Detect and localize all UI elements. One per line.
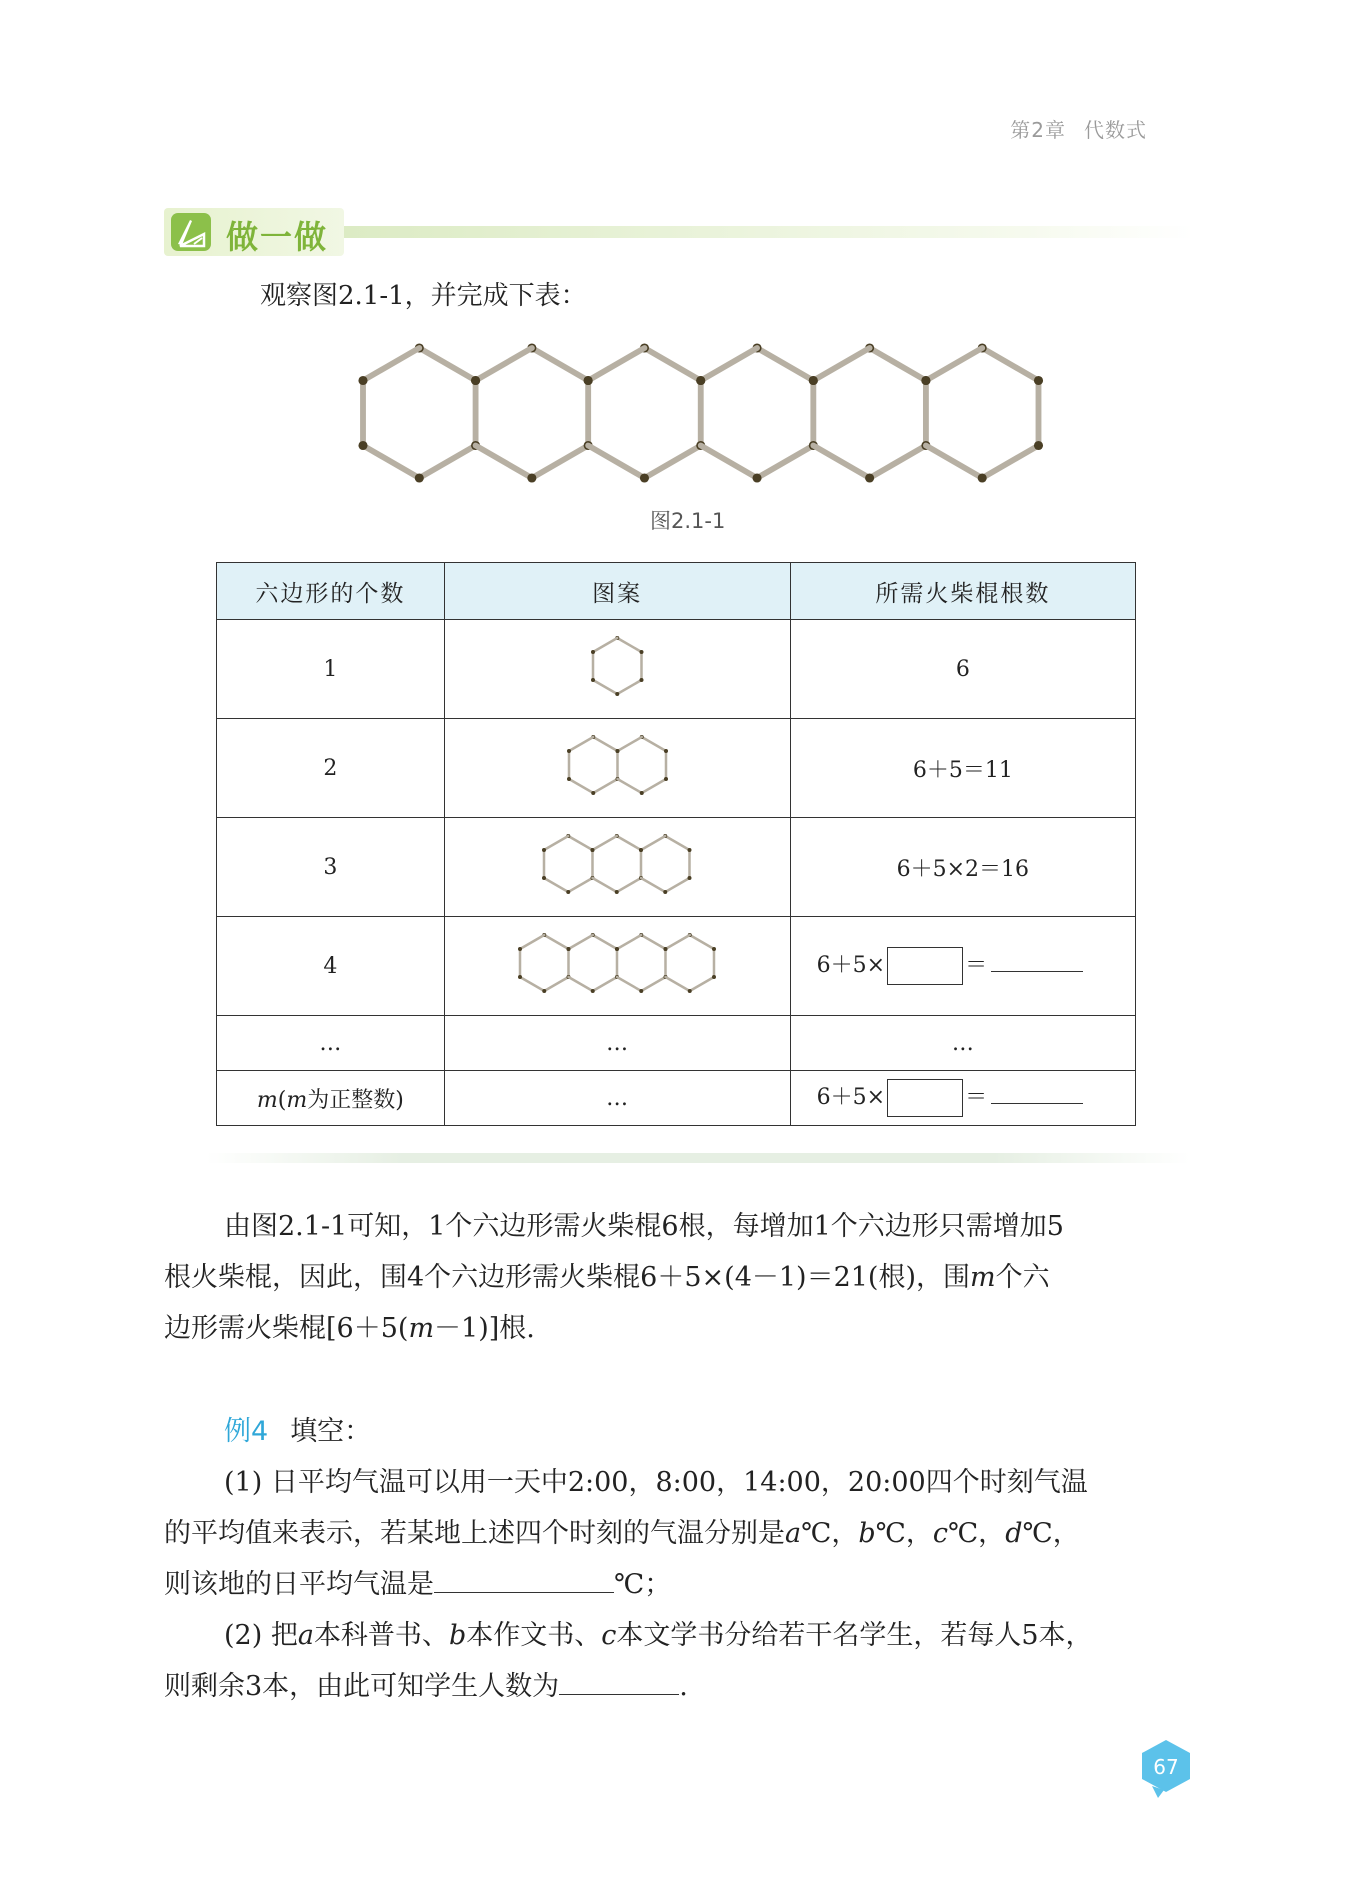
matchstick: [982, 446, 1038, 479]
matchstick: [666, 935, 690, 949]
matchstick: [617, 779, 641, 793]
cell-sticks-formula: [790, 917, 1135, 1016]
match-head: [358, 376, 367, 385]
text: ℃；: [614, 1569, 672, 1600]
text: 的平均值来表示，若某地上述四个时刻的气温分别是: [164, 1518, 785, 1549]
matchstick: [757, 348, 813, 381]
matchstick: [870, 446, 926, 479]
match-head: [865, 473, 874, 482]
section-bar: [164, 208, 1194, 256]
match-head: [527, 473, 536, 482]
para-line-3: [164, 1303, 1194, 1354]
matchstick: [617, 638, 641, 652]
matchstick: [544, 878, 568, 892]
cell-count: [217, 1071, 445, 1126]
matchstick: [813, 348, 869, 381]
var-d: d: [1005, 1518, 1023, 1549]
var-c: c: [601, 1620, 617, 1651]
match-head: [696, 376, 705, 385]
table-row: [217, 917, 1136, 1016]
match-head: [664, 947, 668, 951]
matchstick: [641, 977, 665, 991]
unit: ℃，: [947, 1518, 1006, 1549]
matchstick: [419, 348, 475, 381]
text: 本文学书分给若干名学生，若每人5本，: [616, 1620, 1093, 1651]
cell-count: 4: [217, 917, 445, 1016]
match-head: [591, 791, 595, 795]
formula-equals: ＝: [965, 953, 988, 978]
matchstick: [593, 836, 617, 850]
q1-line-2: [164, 1508, 1194, 1559]
var-b: b: [448, 1620, 467, 1651]
matchstick: [617, 737, 641, 751]
q1-line-1: (1) 日平均气温可以用一天中2:00，8:00，14:00，20:00四个时刻气温: [224, 1467, 1088, 1498]
matchstick: [982, 348, 1038, 381]
cell-pattern: [444, 719, 790, 818]
match-head: [615, 890, 619, 894]
cell-sticks-formula: [790, 1071, 1135, 1126]
match-head: [567, 749, 571, 753]
match-head: [688, 876, 692, 880]
example-heading: [164, 1406, 1194, 1457]
match-head: [712, 975, 716, 979]
matchstick: [476, 348, 532, 381]
cell-count: 2: [217, 719, 445, 818]
var-a: a: [785, 1518, 802, 1549]
match-head: [358, 441, 367, 450]
section-title: 做一做: [226, 218, 329, 256]
page-number-badge: [1138, 1738, 1194, 1800]
chapter-title: 代数式: [1084, 118, 1147, 142]
text: 则该地的日平均气温是: [164, 1569, 434, 1600]
running-header: [992, 114, 1147, 143]
pattern-hexagon-1: [585, 631, 649, 701]
matchstick: [617, 977, 641, 991]
matchstick: [701, 348, 757, 381]
matchstick: [701, 446, 757, 479]
matchstick: [617, 836, 641, 850]
match-head: [809, 376, 818, 385]
paren: (: [277, 1087, 287, 1113]
matchstick: [617, 878, 641, 892]
match-head: [615, 947, 619, 951]
table-row: [217, 1016, 1136, 1071]
cell-count: 3: [217, 818, 445, 917]
count-note: 为正整数): [307, 1087, 404, 1113]
var-b: b: [858, 1518, 876, 1549]
matchstick: [476, 446, 532, 479]
var-m: m: [408, 1313, 435, 1344]
cell-pattern: [444, 620, 790, 719]
cell-count: 1: [217, 620, 445, 719]
answer-box[interactable]: [887, 947, 963, 985]
answer-blank-2[interactable]: [559, 1666, 679, 1695]
example-4: [164, 1406, 1194, 1712]
example-label: 例4: [224, 1416, 269, 1447]
matchstick: [617, 935, 641, 949]
pattern-hexagon-4: [512, 928, 722, 998]
match-head: [640, 473, 649, 482]
text: (2) 把: [224, 1620, 298, 1651]
matchstick: [644, 348, 700, 381]
match-head: [415, 473, 424, 482]
pencil-ruler-icon: [170, 212, 212, 252]
matchstick: [544, 977, 568, 991]
match-head: [1034, 376, 1043, 385]
match-head: [591, 650, 595, 654]
matchstick: [593, 680, 617, 694]
var-m: m: [286, 1087, 308, 1113]
matchstick: [644, 446, 700, 479]
example-title: 填空：: [290, 1416, 372, 1447]
match-head: [921, 376, 930, 385]
matchstick: [532, 446, 588, 479]
matchstick: [419, 446, 475, 479]
matchstick: [593, 935, 617, 949]
answer-blank[interactable]: [991, 1081, 1083, 1104]
matchstick: [666, 836, 690, 850]
pattern-hexagon-2: [561, 730, 674, 800]
cell-sticks: …: [790, 1016, 1135, 1071]
match-head: [688, 848, 692, 852]
match-head: [567, 947, 571, 951]
matchstick: [593, 977, 617, 991]
cell-count: …: [217, 1016, 445, 1071]
text: 则剩余3本，由此可知学生人数为: [164, 1671, 560, 1702]
formula-equals: ＝: [965, 1085, 988, 1110]
cell-pattern: [444, 818, 790, 917]
match-head: [978, 473, 987, 482]
matchstick: [690, 935, 714, 949]
chapter-number: 第2章: [1010, 118, 1066, 142]
match-head: [542, 848, 546, 852]
table-header-row: [217, 563, 1136, 620]
para-line-1: 由图2.1-1可知，1个六边形需火柴棍6根，每增加1个六边形只需增加5: [224, 1211, 1064, 1242]
match-head: [1034, 441, 1043, 450]
cell-sticks: 6＋5×2＝16: [790, 818, 1135, 917]
matchstick: [926, 348, 982, 381]
text: －1)]根.: [434, 1313, 535, 1344]
match-head: [664, 890, 668, 894]
matchstick: [641, 935, 665, 949]
match-head: [567, 890, 571, 894]
matchstick: [690, 977, 714, 991]
matchstick: [641, 779, 665, 793]
cell-sticks: 6＋5＝11: [790, 719, 1135, 818]
match-head: [591, 678, 595, 682]
matchstick: [641, 737, 665, 751]
match-head: [752, 473, 761, 482]
match-head: [664, 749, 668, 753]
section-end-rule: [206, 1153, 1190, 1163]
match-head: [518, 947, 522, 951]
text: 根火柴棍，因此，围4个六边形需火柴棍6＋5×(4－1)＝21(根)，围: [164, 1262, 971, 1293]
var-a: a: [297, 1620, 314, 1651]
unit: ℃，: [801, 1518, 859, 1549]
answer-box[interactable]: [887, 1079, 963, 1117]
header-sticks: 所需火柴棍根数: [790, 563, 1135, 620]
answer-blank-1[interactable]: [434, 1564, 614, 1593]
matchstick: [520, 977, 544, 991]
formula-prefix: 6＋5×: [816, 1085, 886, 1110]
header-count: 六边形的个数: [217, 563, 445, 620]
matchstick: [520, 935, 544, 949]
match-head: [615, 749, 619, 753]
table-row: [217, 1071, 1136, 1126]
explanation-paragraph: [164, 1201, 1194, 1354]
table-row: [217, 620, 1136, 719]
match-head: [688, 989, 692, 993]
matchstick: [569, 878, 593, 892]
match-head: [712, 947, 716, 951]
matchstick: [588, 348, 644, 381]
matchstick: [593, 638, 617, 652]
match-head: [639, 791, 643, 795]
var-m: m: [970, 1262, 996, 1293]
match-head: [542, 876, 546, 880]
matchstick: [926, 446, 982, 479]
matchstick: [813, 446, 869, 479]
unit: ℃，: [1022, 1518, 1080, 1549]
pattern-hexagon-3: [536, 829, 697, 899]
matchstick: [588, 446, 644, 479]
matchstick: [870, 348, 926, 381]
matchstick: [363, 348, 419, 381]
matchstick: [641, 878, 665, 892]
text: 本科普书、: [313, 1620, 449, 1651]
matchstick: [757, 446, 813, 479]
answer-blank[interactable]: [991, 949, 1083, 972]
match-head: [664, 777, 668, 781]
figure-caption: 图2.1-1: [650, 509, 726, 533]
table-row: [217, 818, 1136, 917]
text: 边形需火柴棍[6＋5(: [164, 1313, 409, 1344]
matchstick: [666, 977, 690, 991]
header-pattern: 图案: [444, 563, 790, 620]
q1-line-3: [164, 1559, 1194, 1610]
match-head: [639, 650, 643, 654]
text: 个六: [995, 1262, 1050, 1293]
match-head: [567, 777, 571, 781]
matchstick: [363, 446, 419, 479]
page-number: 67: [1153, 1755, 1179, 1779]
matchstick: [569, 737, 593, 751]
match-head: [471, 376, 480, 385]
cell-pattern: …: [444, 1071, 790, 1126]
para-line-2: [164, 1252, 1194, 1303]
matchstick-table: [216, 562, 1136, 1126]
matchstick: [569, 779, 593, 793]
match-head: [591, 848, 595, 852]
intro-text: 观察图2.1-1，并完成下表：: [260, 281, 587, 311]
matchstick: [593, 737, 617, 751]
matchstick: [641, 836, 665, 850]
matchstick: [617, 680, 641, 694]
matchstick: [544, 836, 568, 850]
matchstick: [532, 348, 588, 381]
q2-line-1: [164, 1610, 1194, 1661]
matchstick: [544, 935, 568, 949]
match-head: [639, 678, 643, 682]
matchstick: [569, 836, 593, 850]
matchstick: [593, 878, 617, 892]
matchstick-hexagons: [355, 340, 1055, 490]
match-head: [518, 975, 522, 979]
table-row: [217, 719, 1136, 818]
text: 本作文书、: [466, 1620, 602, 1651]
var-m: m: [256, 1087, 278, 1113]
matchstick: [569, 935, 593, 949]
match-head: [584, 376, 593, 385]
cell-pattern: [444, 917, 790, 1016]
match-head: [615, 692, 619, 696]
matchstick: [666, 878, 690, 892]
q2-line-2: [164, 1661, 1194, 1712]
match-head: [542, 989, 546, 993]
match-head: [639, 989, 643, 993]
cell-pattern: …: [444, 1016, 790, 1071]
matchstick: [593, 779, 617, 793]
formula-prefix: 6＋5×: [816, 953, 886, 978]
hexagon-figure: [355, 340, 1055, 494]
cell-sticks: 6: [790, 620, 1135, 719]
var-c: c: [932, 1518, 948, 1549]
match-head: [591, 989, 595, 993]
section-bar-fade: [344, 226, 1194, 238]
unit: ℃，: [875, 1518, 933, 1549]
matchstick: [569, 977, 593, 991]
match-head: [639, 848, 643, 852]
text: .: [679, 1671, 688, 1702]
